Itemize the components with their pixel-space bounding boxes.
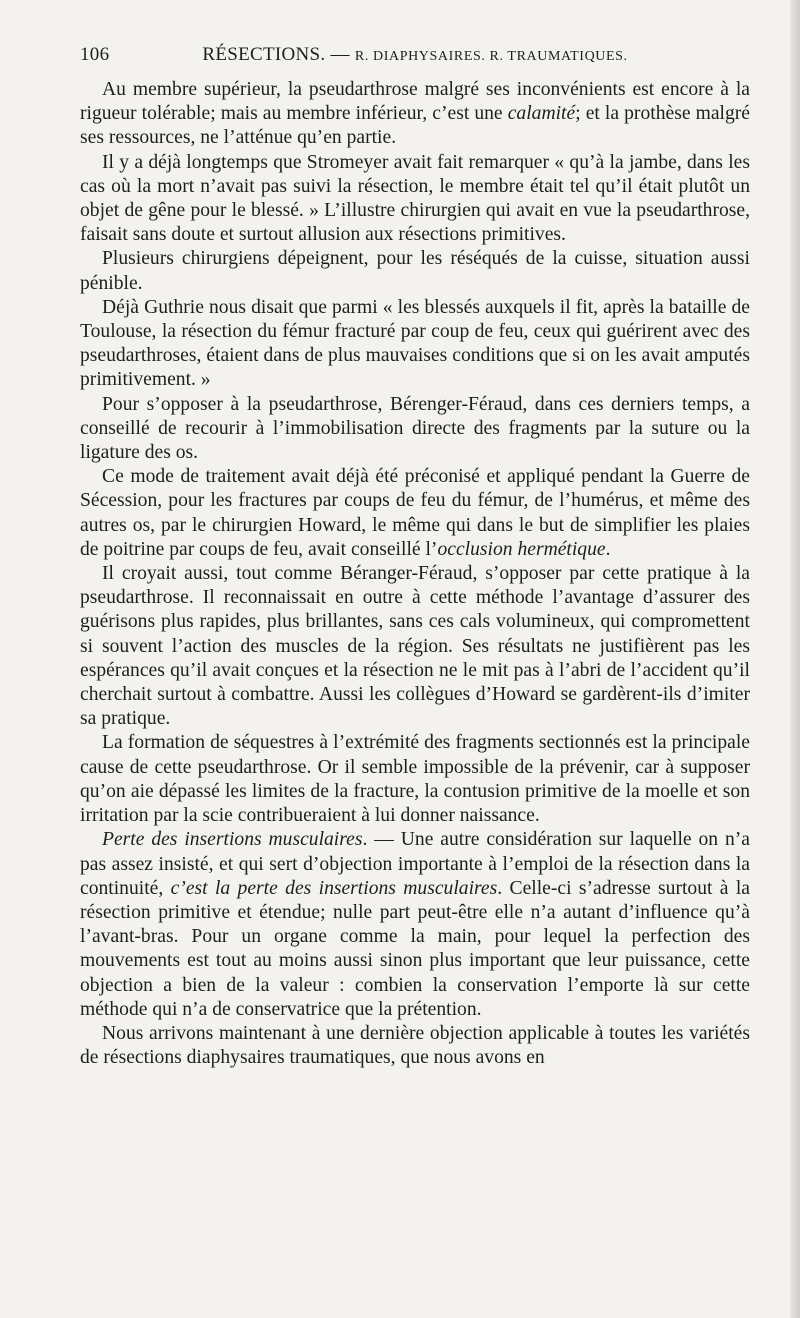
emphasis: calamité	[507, 103, 576, 125]
running-header	[80, 44, 750, 74]
paragraph-2: Il y a déjà longtemps que Stromeyer avait fait remarquer « qu’à la jambe, dans les cas où la mort n’avait pas suivi la résection, le membre était tel qu’il était plutôt un objet de gêne pour le blessé. » L’illustre chirurgien qui avait en vue la pseudarthrose, faisait sans doute et surtout allusion aux résections primitives.	[80, 151, 750, 246]
header-subtitle: R. DIAPHYSAIRES. R. TRAUMATIQUES.	[354, 49, 628, 64]
page-number: 106	[80, 44, 110, 65]
paragraph-6: Ce mode de traitement avait déjà été préconisé et appliqué pendant la Guerre de Sécession, pour les fractures par coups de feu du fémur, de l’humérus, et même des autres os, par le chirurgien Howard, le même qui dans le but de simplifier les plaies de poitrine par coups de feu, avait conseillé l’occlusion hermétique.	[80, 466, 750, 560]
page-body	[80, 78, 750, 1070]
paragraph-1: Au membre supérieur, la pseudarthrose malgré ses inconvénients est encore à la rigueur tolérable; mais au membre inférieur, c’est une calamité; et la prothèse malgré ses ressources, ne l’atténue qu’en partie.	[80, 79, 750, 149]
paragraph-8: La formation de séquestres à l’extrémité des fragments sectionnés est la principale cause de cette pseudarthrose. Or il semble impossible de la prévenir, car à supposer qu’on aie dépassé les limites de la fracture, la contusion primitive de la moelle et son irritation par la scie contribueraient à lui donner naissance.	[80, 732, 750, 827]
emphasis: c’est la perte des insertions musculaires	[170, 877, 498, 899]
emphasis: occlusion hermétique	[437, 538, 606, 560]
page-gutter	[790, 0, 800, 1318]
paragraph-10: Nous arrivons maintenant à une dernière objection applicable à toutes les variétés de résections diaphysaires traumatiques, que nous avons en	[80, 1022, 750, 1069]
paragraph-7: Il croyait aussi, tout comme Béranger-Féraud, s’opposer par cette pratique à la pseudarthrose. Il reconnaissait en outre à cette méthode l’avantage d’assurer des guérisons plus rapides, plus brillantes, sans ces cals volumineux, qui compromettent si souvent l’action des muscles de la région. Ses résultats ne justifièrent pas les espérances qu’il avait conçues et la résection ne le mit pas à l’abri de l’accident qu’il cherchait surtout à combattre. Aussi les collègues d’Howard se gardèrent-ils d’imiter sa pratique.	[80, 563, 750, 730]
paragraph-9: Perte des insertions musculaires. — Une autre considération sur laquelle on n’a pas assez insisté, et qui sert d’objection importante à l’emploi de la résection dans la continuité, c’est la perte des insertions musculaires. Celle-ci s’adresse surtout à la résection primitive et étendue; nulle part peut-être elle n’a autant d’influence qu’à l’avant-bras. Pour un organe comme la main, pour lequel la perfection des mouvements est tout au moins aussi sinon plus important que leur puissance, cette objection a bien de la valeur : combien la conservation l’emporte là sur cette méthode qui n’a de conservatrice que la prétention.	[80, 829, 750, 1020]
paragraph-4: Déjà Guthrie nous disait que parmi « les blessés auxquels il fit, après la bataille de Toulouse, la résection du fémur fracturé par coup de feu, ceux qui guérirent avec des pseudarthroses, étaient dans de plus mauvaises conditions que si on les avait amputés primitivement. »	[80, 296, 750, 391]
paragraph-5: Pour s’opposer à la pseudarthrose, Bérenger-Féraud, dans ces derniers temps, a conseillé de recourir à l’immobilisation directe des fragments par la suture ou la ligature des os.	[80, 393, 750, 464]
section-heading: Perte des insertions musculaires	[102, 829, 363, 851]
header-title: RÉSECTIONS. —	[202, 44, 350, 65]
paragraph-3: Plusieurs chirurgiens dépeignent, pour les réséqués de la cuisse, situation aussi pénible.	[80, 248, 750, 294]
